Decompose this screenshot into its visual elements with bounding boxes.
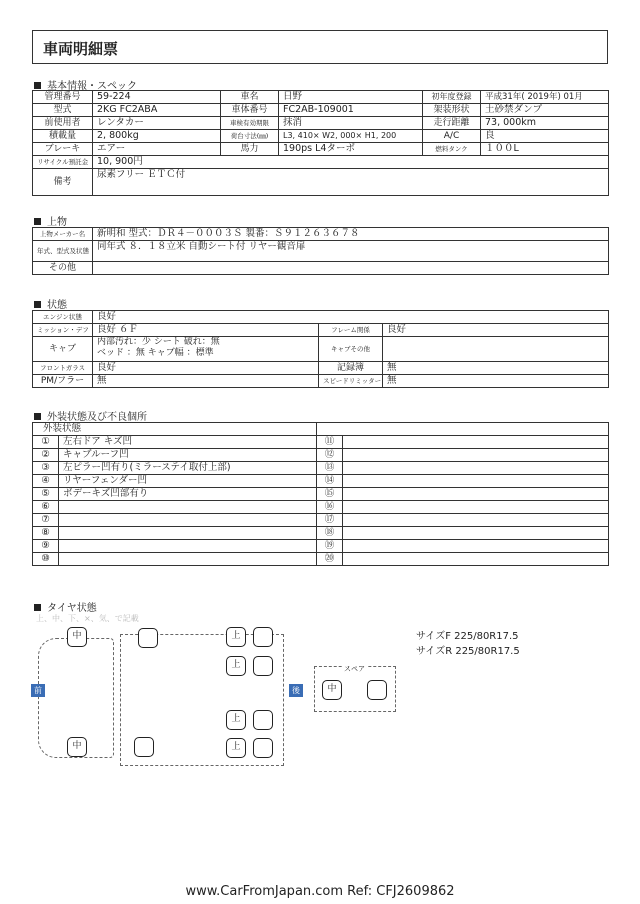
table-row [33,462,609,475]
label-biko: 備考 [33,169,93,196]
tire-rear-top2-outer[interactable]: 上 [226,656,246,676]
table-row [33,104,609,117]
exterior-text [343,488,609,501]
label-sekisai: 積載量 [33,130,93,143]
value-mission: 良好 ６Ｆ [93,324,319,337]
table-row [33,488,609,501]
table-row [33,130,609,143]
exterior-table [32,422,609,566]
exterior-text [59,527,317,540]
label-glass: フロントガラス [33,362,93,375]
table-row [33,117,609,130]
label-katashiki: 型式 [33,104,93,117]
table-row [33,475,609,488]
tire-rear-top-outer[interactable]: 上 [226,627,246,647]
exterior-text [343,449,609,462]
exterior-no: ⑦ [33,514,59,527]
exterior-text [343,436,609,449]
exterior-no: ⑤ [33,488,59,501]
label-kiroku: 記録簿 [319,362,383,375]
value-ac: 良 [481,130,609,143]
label-kaso: 架装形状 [423,104,481,117]
value-speed: 無 [383,375,609,388]
front-indicator: 前 [31,684,45,697]
exterior-no: ④ [33,475,59,488]
exterior-no: ⑯ [317,501,343,514]
value-shaken: 抹消 [279,117,423,130]
exterior-text: ボデーキズ凹部有り [59,488,317,501]
value-tank: １００L [481,143,609,156]
exterior-text: 左右ドア キズ凹 [59,436,317,449]
label-recycle: リサイクル預託金 [33,156,93,169]
table-row [33,169,609,196]
table-row [33,324,609,337]
table-row [33,423,609,436]
value-nidai: L3, 410× W2, 000× H1, 200 [279,130,423,143]
table-row [33,527,609,540]
value-cab-other [383,337,609,362]
tire-mid-left-top[interactable] [138,628,158,648]
table-row [33,228,609,241]
label-shatai: 車体番号 [221,104,279,117]
label-other: その他 [33,262,93,275]
footer-reference: www.CarFromJapan.com Ref: CFJ2609862 [185,884,455,899]
exterior-no: ⑱ [317,527,343,540]
table-row [33,375,609,388]
exterior-text [343,462,609,475]
value-kiroku: 無 [383,362,609,375]
tire-rear-bottom-outer[interactable]: 上 [226,738,246,758]
value-shonendo: 平成31年( 2019年) 01月 [481,91,609,104]
exterior-text [343,553,609,566]
exterior-no: ⑧ [33,527,59,540]
rear-indicator: 後 [289,684,303,697]
tire-front-right[interactable]: 中 [67,737,87,757]
label-shaken: 車検有効期限 [221,117,279,130]
body-table [32,227,609,275]
exterior-text [343,527,609,540]
exterior-text [343,540,609,553]
exterior-text: キャブルーフ凹 [59,449,317,462]
value-zenshiyo: レンタカー [93,117,221,130]
value-maker: 新明和 型式：ＤＲ４－０００３Ｓ 製番：Ｓ９１２６３６７８ [93,228,609,241]
label-nidai: 荷台寸法(㎜) [221,130,279,143]
exterior-text: 左ピラー凹有り(ミラーステイ取付上部) [59,462,317,475]
tire-spare-2[interactable] [367,680,387,700]
value-nenshiki: 同年式 ８．１８立米 自動シート付 リヤー観音扉 [93,241,609,262]
tire-spare-1[interactable]: 中 [322,680,342,700]
exterior-no: ⑭ [317,475,343,488]
table-row [33,436,609,449]
label-soko: 走行距離 [423,117,481,130]
label-maker: 上物メーカー名 [33,228,93,241]
value-kaso: 土砂禁ダンプ [481,104,609,117]
label-engine: エンジン状態 [33,311,93,324]
exterior-text [59,553,317,566]
table-row [33,362,609,375]
table-row [33,241,609,262]
basic-spec-table [32,90,609,196]
table-row [33,262,609,275]
value-kanri: 59-224 [93,91,221,104]
table-row [33,501,609,514]
exterior-text [59,540,317,553]
section-exterior-heading: 外装状態及び不良個所 [34,408,147,423]
value-pm: 無 [93,375,319,388]
tire-rear-bottom-inner[interactable] [253,738,273,758]
exterior-text [343,475,609,488]
cab-line-2: ベッド ：無 キャブ幅 ：標準 [97,348,214,358]
section-basic-heading: 基本情報・スペック [34,77,137,92]
label-bariki: 馬力 [221,143,279,156]
label-nenshiki: 年式、型式及状態 [33,241,93,262]
condition-table [32,310,609,388]
label-ac: A/C [423,130,481,143]
title-box [32,30,608,64]
exterior-header-blank [317,423,609,436]
value-sekisai: 2, 800kg [93,130,221,143]
label-tank: 燃料タンク [423,143,481,156]
label-speed: スピードリミッター [319,375,383,388]
exterior-no: ⑮ [317,488,343,501]
label-kanri: 管理番号 [33,91,93,104]
value-recycle: 10, 900円 [93,156,609,169]
value-bariki: 190ps L4ターボ [279,143,423,156]
tire-legend: 上、中、下、×、気、で記載 [36,614,139,623]
table-row [33,449,609,462]
tire-rear-bottom2-inner[interactable] [253,710,273,730]
value-brake: エアー [93,143,221,156]
exterior-no: ⑳ [317,553,343,566]
value-shamei: 日野 [279,91,423,104]
table-row [33,156,609,169]
exterior-no: ⑬ [317,462,343,475]
exterior-text [343,514,609,527]
tire-mid-left-bottom[interactable] [134,737,154,757]
label-mission: ミッション・デフ [33,324,93,337]
exterior-no: ⑩ [33,553,59,566]
label-brake: ブレーキ [33,143,93,156]
label-frame: フレーム関係 [319,324,383,337]
section-tire-heading: タイヤ状態 [34,599,97,614]
table-row [33,540,609,553]
tire-rear-top2-inner[interactable] [253,656,273,676]
label-cab: キャブ [33,337,93,362]
label-pm: PM/フラー [33,375,93,388]
exterior-no: ② [33,449,59,462]
exterior-no: ① [33,436,59,449]
label-cab-other: キャブその他 [319,337,383,362]
exterior-no: ⑥ [33,501,59,514]
page-title: 車両明細票 [43,40,119,58]
spare-label: スペア [344,665,365,673]
value-soko: 73, 000km [481,117,609,130]
value-biko: 尿素フリー ＥＴＣ付 [93,169,609,196]
tire-front-left[interactable]: 中 [67,627,87,647]
table-row [33,143,609,156]
table-row [33,553,609,566]
exterior-text: リヤーフェンダー凹 [59,475,317,488]
exterior-no: ⑨ [33,540,59,553]
value-katashiki: 2KG FC2ABA [93,104,221,117]
exterior-no: ⑪ [317,436,343,449]
tire-rear-bottom2-outer[interactable]: 上 [226,710,246,730]
exterior-text [343,501,609,514]
tire-rear-top-inner[interactable] [253,627,273,647]
value-shatai: FC2AB-109001 [279,104,423,117]
label-shamei: 車名 [221,91,279,104]
table-row [33,311,609,324]
exterior-no: ⑰ [317,514,343,527]
exterior-text [59,501,317,514]
section-condition-heading: 状態 [34,296,67,311]
cab-line-1: 内部汚れ：少 シート 破れ：無 [97,337,220,347]
table-row [33,91,609,104]
value-engine: 良好 [93,311,609,324]
label-zenshiyo: 前使用者 [33,117,93,130]
value-frame: 良好 [383,324,609,337]
exterior-no: ③ [33,462,59,475]
table-row [33,514,609,527]
value-glass: 良好 [93,362,319,375]
tire-size-front: サイズF 225/80R17.5 [416,631,519,642]
exterior-header: 外装状態 [33,423,317,436]
value-other [93,262,609,275]
section-body-heading: 上物 [34,213,67,228]
value-cab [93,337,319,362]
tire-size-rear: サイズR 225/80R17.5 [416,646,520,657]
exterior-no: ⑫ [317,449,343,462]
table-row [33,337,609,362]
exterior-text [59,514,317,527]
label-shonendo: 初年度登録 [423,91,481,104]
exterior-no: ⑲ [317,540,343,553]
